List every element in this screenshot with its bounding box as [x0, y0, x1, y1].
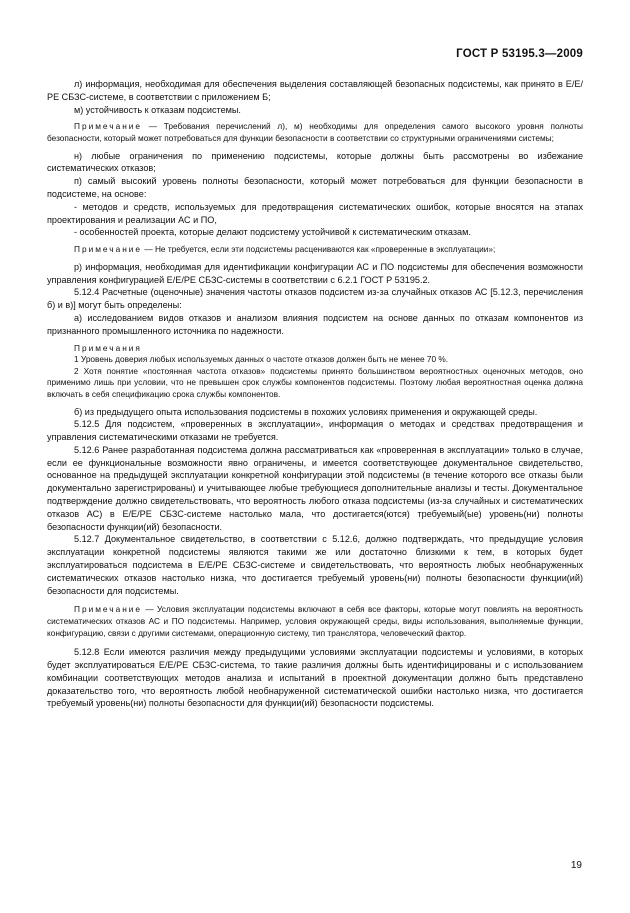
item-m: м) устойчивость к отказам подсистемы. — [74, 104, 241, 115]
item-a: а) исследованием видов отказов и анализом влияния подсистем на основе данных по отказам компонентов из признанного промышленного источника по надежности. — [47, 312, 583, 336]
clause-5-12-6: 5.12.6 Ранее разработанная подсистема должна рассматриваться как «проверенная в эксплуатации» только в случае, если ее функциональные возможности явно ограничены, и имеется соответствующее документальное свидетельство, основанное на предыдущей эксплуатации конкретной конфигурации этой подсистемы (в течение которого все отказы были документально зарегистрированы) и учитывающее любые требующиеся дополнительные анализы и тесты. Документальное подтверждение должно свидетельствовать, что вероятность любого отказа подсистемы (из-за случайных и систематических отказов АС) в Е/Е/РЕ СБЗС-системе настолько мала, что достигается(ются) требуемый(ые) уровень(ни) полноты безопасности функции(ий) безопасности. — [47, 444, 583, 532]
item-l: л) информация, необходимая для обеспечения выделения составляющей безопасных подсистемы, как принято в Е/Е/РЕ СБЗС-системе, в соответствии с приложением Б; — [47, 79, 583, 102]
item-p-sub-1: - методов и средств, используемых для предотвращения систематических ошибок, которые вносятся на этапах проектирования и реализации АС и ПО, — [47, 201, 583, 225]
standard-header: ГОСТ Р 53195.3—2009 — [456, 48, 583, 60]
notes-heading — [47, 343, 583, 355]
clause-5-12-8: 5.12.8 Если имеются различия между предыдущими условиями эксплуатации подсистемы и условиями, в которых будет эксплуатироваться Е/Е/РЕ СБЗС-система, то такие различия должны быть идентифицированы и с использованием комбинации соответствующих методов анализа и испытаний в проектной документации должно быть представлено доказательство того, что вероятность любой необнаруженной систематической ошибки настолько низка, что достигается требуемый уровень(ни) полноты безопасности для функции(ий) безопасности подсистемы. — [47, 647, 583, 709]
notes-label: Примечания — [74, 342, 142, 353]
clause-5-12-4: 5.12.4 Расчетные (оценочные) значения частоты отказов подсистем из-за случайных отказов АС [5.12.3, перечисления б) и в)] могут быть определены: — [47, 287, 583, 311]
note-1 — [47, 121, 583, 144]
note-2-text: — Не требуется, если эти подсистемы расцениваются как «проверенные в эксплуатации»; — [142, 244, 496, 255]
clause-5-12-5: 5.12.5 Для подсистем, «проверенных в эксплуатации», информация о методах и средствах предотвращения и управления систематическими отказами не требуется. — [47, 419, 583, 443]
item-n: н) любые ограничения по применению подсистемы, которые должны быть рассмотрены во избежание систематических отказов; — [47, 150, 583, 174]
notes-item-2: 2 Хотя понятие «постоянная частота отказов» подсистемы принято большинством вероятностных оценочных методов, оно применимо лишь при условии, что не превышен срок службы компонентов подсистемы. Поэтому любая вероятностная оценка должна включать в себя спецификацию срока службы компонентов. — [47, 365, 583, 399]
page-body — [47, 78, 583, 710]
note-2-label: Примечание — [74, 244, 143, 255]
item-r: р) информация, необходимая для идентификации конфигурации АС и ПО подсистемы для обеспечения возможности управления конфигурацией Е/Е/РЕ СБЗС-системы в соответствии с 6.2.1 ГОСТ Р 53195.2. — [47, 261, 583, 285]
note-3-label: Примечание — [74, 604, 143, 615]
item-b: б) из предыдущего опыта использования подсистемы в похожих условиях применения и окружающей среды. — [74, 406, 538, 417]
clause-5-12-7: 5.12.7 Документальное свидетельство, в соответствии с 5.12.6, должно подтверждать, что предыдущие условия эксплуатации конкретной подсистемы являются такими же или достаточно близкими к тем, в которых будет эксплуатироваться подсистема в Е/Е/РЕ СБЗС-системе и свидетельствовать, что вероятность любых необнаруженных систематических отказов настолько низка, что достигается требуемый уровень(ни) полноты безопасности функции(ий) безопасности для подсистемы. — [47, 534, 583, 596]
item-p-sub-2: - особенностей проекта, которые делают подсистему устойчивой к систематическим отказам. — [74, 227, 471, 238]
item-p: п) самый высокий уровень полноты безопасности, который может потребоваться для функции безопасности в подсистеме, на основе: — [47, 176, 583, 199]
note-3 — [47, 604, 583, 639]
note-3-text: — Условия эксплуатации подсистемы включают в себя все факторы, которые могут повлиять на вероятность систематических отказов АС и ПО подсистемы. Например, условия окружающей среды, виды использования, выполняемые функции, конфигурацию, связи с другими системами, операционную систему, тип транслятора, человеческий фактор. — [47, 604, 583, 638]
note-1-label: Примечание — [74, 121, 143, 132]
notes-item-1: 1 Уровень доверия любых используемых данных о частоте отказов должен быть не менее 70 %. — [74, 354, 449, 365]
note-2 — [47, 244, 583, 256]
page-number: 19 — [570, 860, 582, 871]
note-1-text: — Требования перечислений л), м) необходимы для определения самого высокого уровня полноты безопасности, который может потребоваться для функции безопасности в соответствии со структурными ограничениями системы; — [47, 121, 583, 143]
